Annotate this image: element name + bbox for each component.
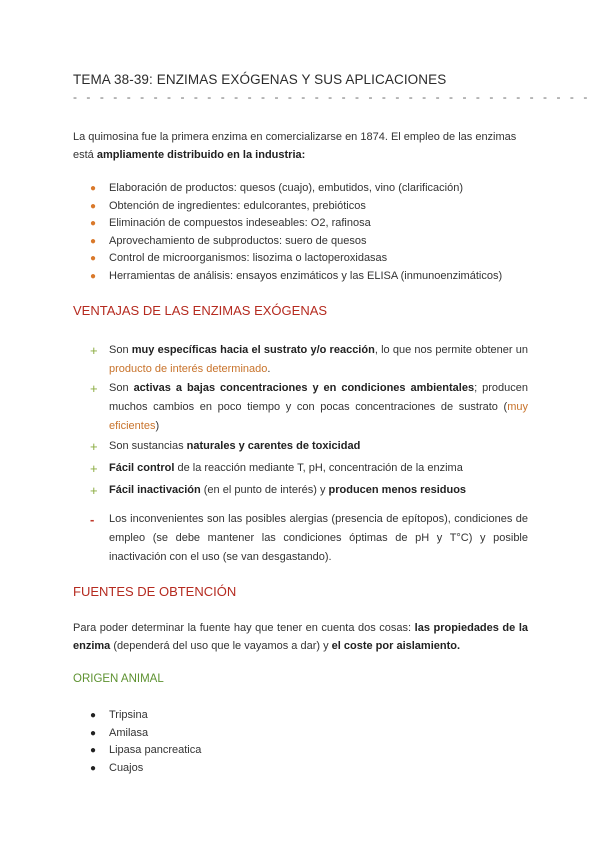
- plus-icon: +: [90, 381, 98, 396]
- list-item: [90, 707, 201, 725]
- minus-icon: -: [90, 512, 95, 527]
- disadvantage-item: - Los inconvenientes son las posibles alergias (presencia de epítopos), condiciones de empleo (se debe mantener las condiciones óptimas de pH y T°C) y posible inactivación con el uso (se van desgastando).: [90, 512, 528, 563]
- list-item: [90, 725, 201, 743]
- advantage-item: + Son muy específicas hacia el sustrato y/o reacción, lo que nos permite obtener un producto de interés determinado.: [90, 343, 528, 375]
- list-item: [90, 760, 201, 778]
- list-item-text: Aprovechamiento de subproductos: suero de quesos: [109, 234, 367, 247]
- list-item: [90, 215, 502, 233]
- list-item-text: Herramientas de análisis: ensayos enzimáticos y las ELISA (inmunoenzimáticos): [109, 269, 503, 282]
- list-item-text: Control de microorganismos: lisozima o lactoperoxidasas: [109, 252, 388, 264]
- bullet-icon: ●: [90, 183, 97, 194]
- advantage-item: + Son activas a bajas concentraciones y en condiciones ambientales; producen muchos cambios en poco tiempo y con pocas concentraciones de sustrato (muy eficientes): [90, 381, 528, 432]
- advantage-item: + Fácil control de la reacción mediante T, pH, concentración de la enzima: [90, 461, 463, 476]
- intro-bold: ampliamente distribuido en la industria:: [96, 149, 306, 161]
- bullet-icon: ●: [90, 745, 97, 756]
- list-item-text: Eliminación de compuestos indeseables: O2, rafinosa: [109, 217, 371, 229]
- uses-list: [90, 180, 502, 285]
- advantage-item: + Son sustancias naturales y carentes de toxicidad: [90, 439, 361, 454]
- plus-icon: +: [90, 483, 98, 498]
- list-item-text: Amilasa: [109, 726, 149, 739]
- list-item-text: Obtención de ingredientes: edulcorantes, prebióticos: [109, 199, 366, 212]
- heading-ventajas: VENTAJAS DE LAS ENZIMAS EXÓGENAS: [73, 303, 328, 318]
- list-item: [90, 233, 502, 251]
- heading-origen-animal: ORIGEN ANIMAL: [73, 673, 164, 685]
- plus-icon: +: [90, 439, 98, 454]
- list-item: [90, 250, 502, 268]
- list-item: [90, 268, 502, 286]
- heading-fuentes: FUENTES DE OBTENCIÓN: [73, 584, 237, 599]
- list-item: [90, 180, 502, 198]
- page-title: TEMA 38-39: ENZIMAS EXÓGENAS Y SUS APLICACIONES: [73, 72, 447, 87]
- list-item-text: Elaboración de productos: quesos (cuajo), embutidos, vino (clarificación): [109, 182, 464, 194]
- bullet-icon: ●: [90, 200, 97, 212]
- bullet-icon: ●: [90, 218, 97, 229]
- intro-paragraph: [73, 128, 528, 164]
- list-item-text: Tripsina: [109, 709, 148, 721]
- list-item-text: Lipasa pancreatica: [109, 744, 202, 756]
- list-item-text: Cuajos: [109, 761, 144, 774]
- plus-icon: +: [90, 461, 98, 476]
- bullet-icon: ●: [90, 727, 97, 739]
- intro-text: La quimosina fue la primera enzima en comercializarse en 1874. El empleo de las enzimas está: [73, 131, 517, 161]
- advantage-item: + Fácil inactivación (en el punto de interés) y producen menos residuos: [90, 483, 467, 498]
- bullet-icon: ●: [90, 762, 97, 774]
- bullet-icon: ●: [90, 710, 97, 721]
- fuentes-paragraph: Para poder determinar la fuente hay que tener en cuenta dos cosas: las propiedades de la enzima (dependerá del uso que le vayamos a dar) y el coste por aislamiento.: [73, 622, 528, 652]
- bullet-icon: ●: [90, 253, 97, 264]
- origen-animal-list: [90, 707, 201, 777]
- bullet-icon: ●: [90, 270, 97, 282]
- list-item: [90, 198, 502, 216]
- list-item: [90, 742, 201, 760]
- plus-icon: +: [90, 343, 98, 358]
- bullet-icon: ●: [90, 235, 97, 247]
- title-separator: - - - - - - - - - - - - - - - - - - - - - - - - - - - - - - - - - - - - - - -: [73, 90, 591, 104]
